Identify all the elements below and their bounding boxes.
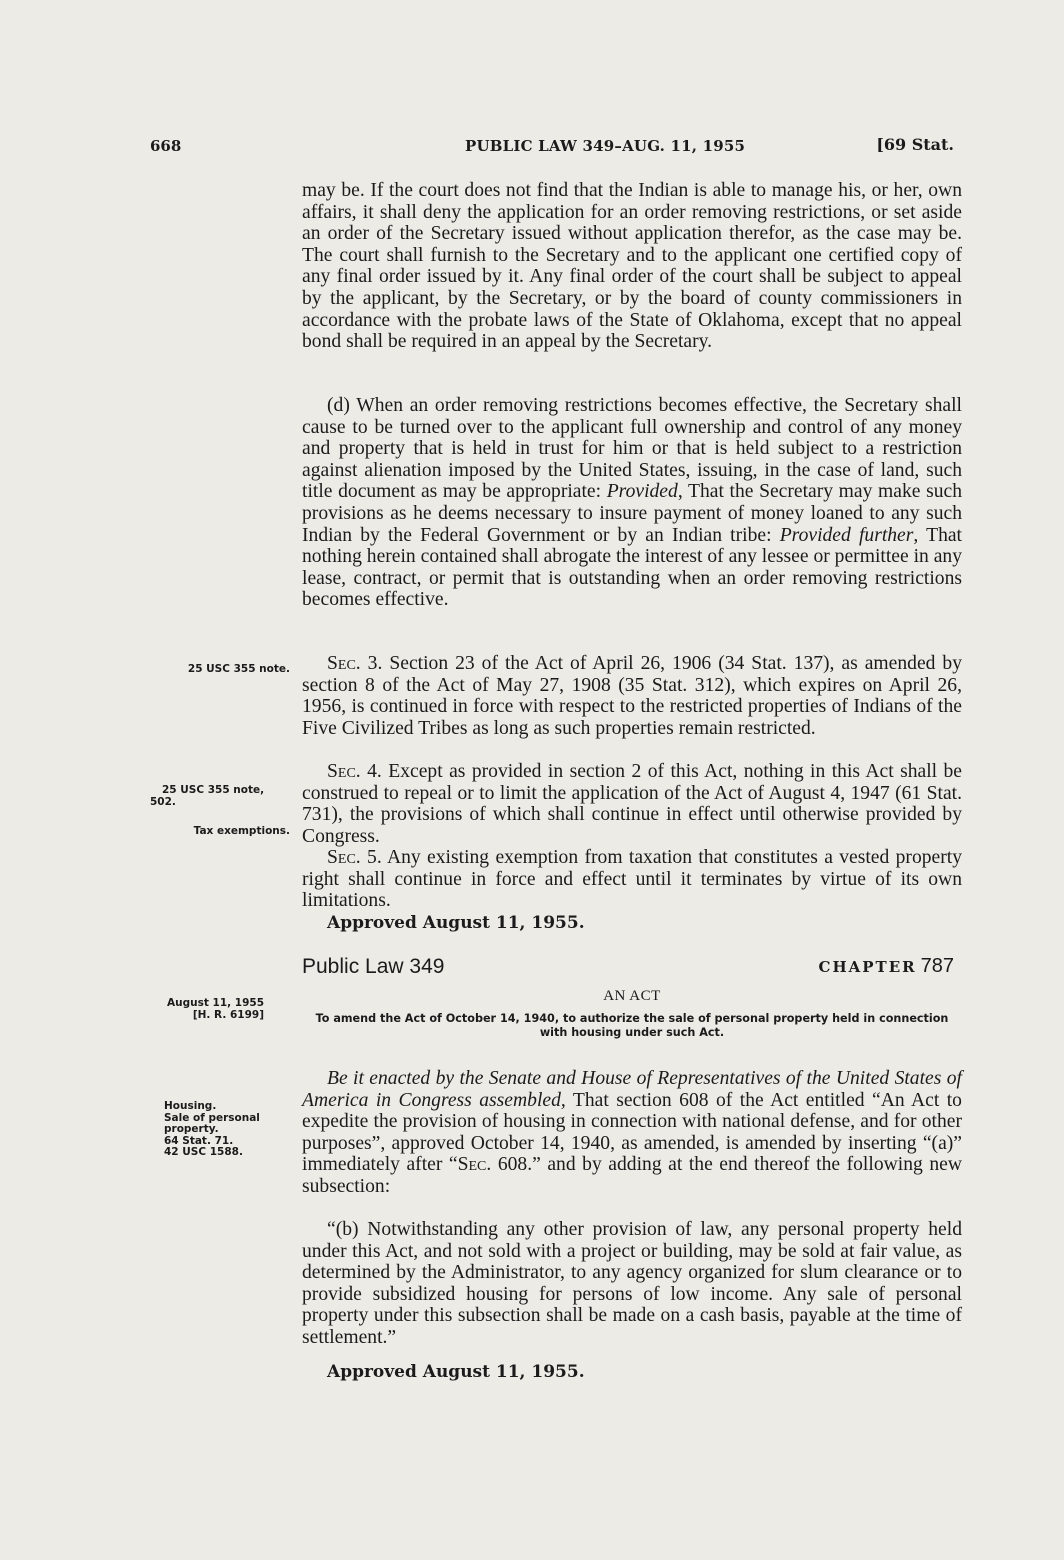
subsection-b-paragraph: “(b) Notwithstanding any other provision of law, any personal property held under this Act, and not sold with a project or building, may be sold at fair value, as determined by the Administrator, to any agency organized for slum clearance or to provide subsidized housing for persons of low income. Any sale of personal property under this subsection shall be made on a cash basis, payable at the time of settlement.” [302,1219,962,1348]
enacting-section-reference: Sec. 608. [457,1154,533,1176]
section-4-text: Except as provided in section 2 of this Act, nothing in this Act shall be construed to repeal or to limit the application of the Act of August 4, 1947 (61 Stat. 731), the provisions of which shall continue in effect until otherwise provided by Congress. [302,761,963,847]
section-5-paragraph [302,847,962,912]
provided-further-italic: Provided further [779,524,914,546]
section-d-text-3: , That nothing herein contained shall abrogate the interest of any lessee or permittee in any lease, contract, or permit that is outstanding when an order removing restrictions becomes effective. [302,524,962,611]
chapter-heading [819,955,954,978]
section-3-text: Section 23 of the Act of April 26, 1906 (34 Stat. 137), as amended by section 8 of the Act of May 27, 1908 (35 Stat. 312), which expires on April 26, 1956, is continued in force with respect to the restricted properties of Indians of the Five Civilized Tribes as long as such properties remain restricted. [302,653,963,739]
running-title: PUBLIC LAW 349–AUG. 11, 1955 [465,137,746,155]
approval-block-2 [302,1362,962,1384]
margin-note-sec3 [150,664,290,676]
margin-note-housing [164,1101,314,1159]
approved-date-2: Approved August 11, 1955. [327,1362,585,1382]
chapter-label: CHAPTER [818,958,917,976]
public-law-number: Public Law 349 [302,955,445,978]
margin-note-sec4 [150,785,300,808]
section-d-paragraph [302,395,962,611]
stat-citation: 64 Stat. 71. [164,1134,234,1147]
page-header [150,137,970,161]
usc-citation: 42 USC 1588. [164,1146,243,1158]
page-number: 668 [150,137,182,155]
sec3-citation: 25 USC 355 note. [187,663,290,675]
sale-note: Sale of personal [164,1111,260,1124]
provided-italic: Provided [606,481,678,503]
act-purpose: To amend the Act of October 14, 1940, to authorize the sale of personal property held in connection with housing under such Act. [315,1012,949,1039]
approval-block-1 [302,913,962,935]
section-5-text: Any existing exemption from taxation that constitutes a vested property right shall continue in force and effect until it terminates by virtue of its own limitations. [302,847,963,912]
section-c-continued [302,180,962,353]
enactment-date: August 11, 1955 [167,997,264,1009]
margin-note-sec5 [150,826,290,838]
section-3-label: Sec. 3. [327,653,383,674]
sec4-citation-line1: 25 USC 355 note, [162,784,265,796]
section-5 [302,847,962,912]
section-d-text-1: (d) When an order removing restrictions becomes effective, the Secretary shall cause to be turned over to the applicant full ownership and control of any money and property that is held in trust for him or that is held subject to a restriction against alienation imposed by the United States, issuing, in the case of land, such title document as may be appropriate: [302,395,962,503]
section-3 [302,653,962,739]
section-4 [302,761,962,847]
chapter-number: 787 [920,955,954,977]
sec4-citation-line2: 502. [150,795,176,808]
section-4-paragraph [302,761,962,847]
volume-reference: [69 Stat. [876,135,954,154]
enacting-clause: Be it enacted by the Senate and House of Representatives of the United States of America in Congress assembled, [302,1068,962,1111]
section-3-paragraph [302,653,962,739]
section-d [302,395,962,611]
bill-number: [H. R. 6199] [192,1008,264,1021]
section-d-text-2: , That the Secretary may make such provisions as he deems necessary to insure payment of money loaned to any such Indian by the Federal Government or by an Indian tribe: [302,481,962,546]
section-c-paragraph: may be. If the court does not find that the Indian is able to manage his, or her, own affairs, it shall deny the application for an order removing restrictions, or set aside an order of the Secretary issued without application therefor, as the case may be. The court shall furnish to the Secretary and to the applicant one certified copy of any final order issued by it. Any final order of the court shall be subject to appeal by the applicant, by the Secretary, or by the board of county commissioners in accordance with the probate laws of the State of Oklahoma, except that no appeal bond shall be required in an appeal by the Secretary. [302,180,962,353]
section-5-label: Sec. 5. [327,847,382,868]
housing-note: Housing. [164,1100,217,1112]
enacting-section [302,1068,962,1198]
enacting-text: That section 608 of the Act entitled “An Act to expedite the provision of housing in connection with national defense, and for other purposes”, approved October 14, 1940, as amended, is amended by inserting “(a)” immediately after “ [302,1089,962,1176]
property-note: property. [164,1123,219,1135]
enacting-paragraph [302,1068,962,1198]
approved-date-1: Approved August 11, 1955. [327,913,585,933]
subsection-b [302,1219,962,1349]
section-4-label: Sec. 4. [327,761,382,782]
tax-exemptions-note: Tax exemptions. [193,825,290,837]
an-act-heading: AN ACT [603,988,661,1004]
enacting-text-end: ” and by adding at the end thereof the following new subsection: [302,1154,962,1197]
public-law-heading [302,955,962,981]
margin-note-date [158,998,264,1021]
